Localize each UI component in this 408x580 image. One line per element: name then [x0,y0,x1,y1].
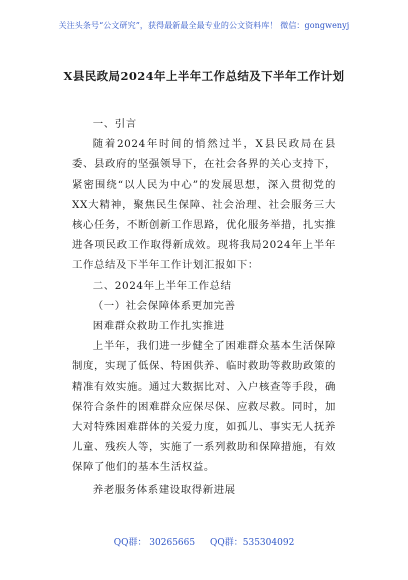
topic-heading-relief: 困难群众救助工作扎实推进 [92,320,225,333]
subsection-heading-social-security: （一）社会保障体系更加完善 [92,299,236,312]
document-title: X县民政局2024年上半年工作总结及下半年工作计划 [63,69,345,83]
promo-header-note: 关注头条号“公文研究”，获得最新最全最专业的公文资料库！ 微信：gongwenyj [58,21,350,30]
document-body [72,114,336,500]
topic-heading-elderly-care: 养老服务体系建设取得新进展 [92,483,236,496]
qq-group-2: QQ群：535304092 [210,538,295,548]
qq-group-1: QQ群： 30265665 [113,538,196,548]
section-heading-intro: 一、引言 [92,118,137,130]
footer-qq-groups [0,535,408,548]
intro-paragraph: 随着2024年时间的悄然过半，X县民政局在县委、县政府的坚强领导下，在社会各界的关心支持下，紧密围绕“以人民为中心”的发展思想，深入贯彻党的XX大精神，聚焦民生保障、社会治理、社会服务三大核心任务，不断创新工作思路，优化服务举措，扎实推进各项民政工作取得新成效。现将我局2024年上半年工作总结及下半年工作计划汇报如下： [72,138,336,272]
relief-paragraph: 上半年，我们进一步健全了困难群众基本生活保障制度，实现了低保、特困供养、临时救助等救助政策的精准有效实施。通过大数据比对、入户核查等手段，确保符合条件的困难群众应保尽保、应救尽救。同时，加大对特殊困难群体的关爱力度，如孤儿、事实无人抚养儿童、残疾人等，实施了一系列救助和保障措施，有效保障了他们的基本生活权益。 [72,340,336,474]
section-heading-summary: 二、2024年上半年工作总结 [92,279,232,292]
